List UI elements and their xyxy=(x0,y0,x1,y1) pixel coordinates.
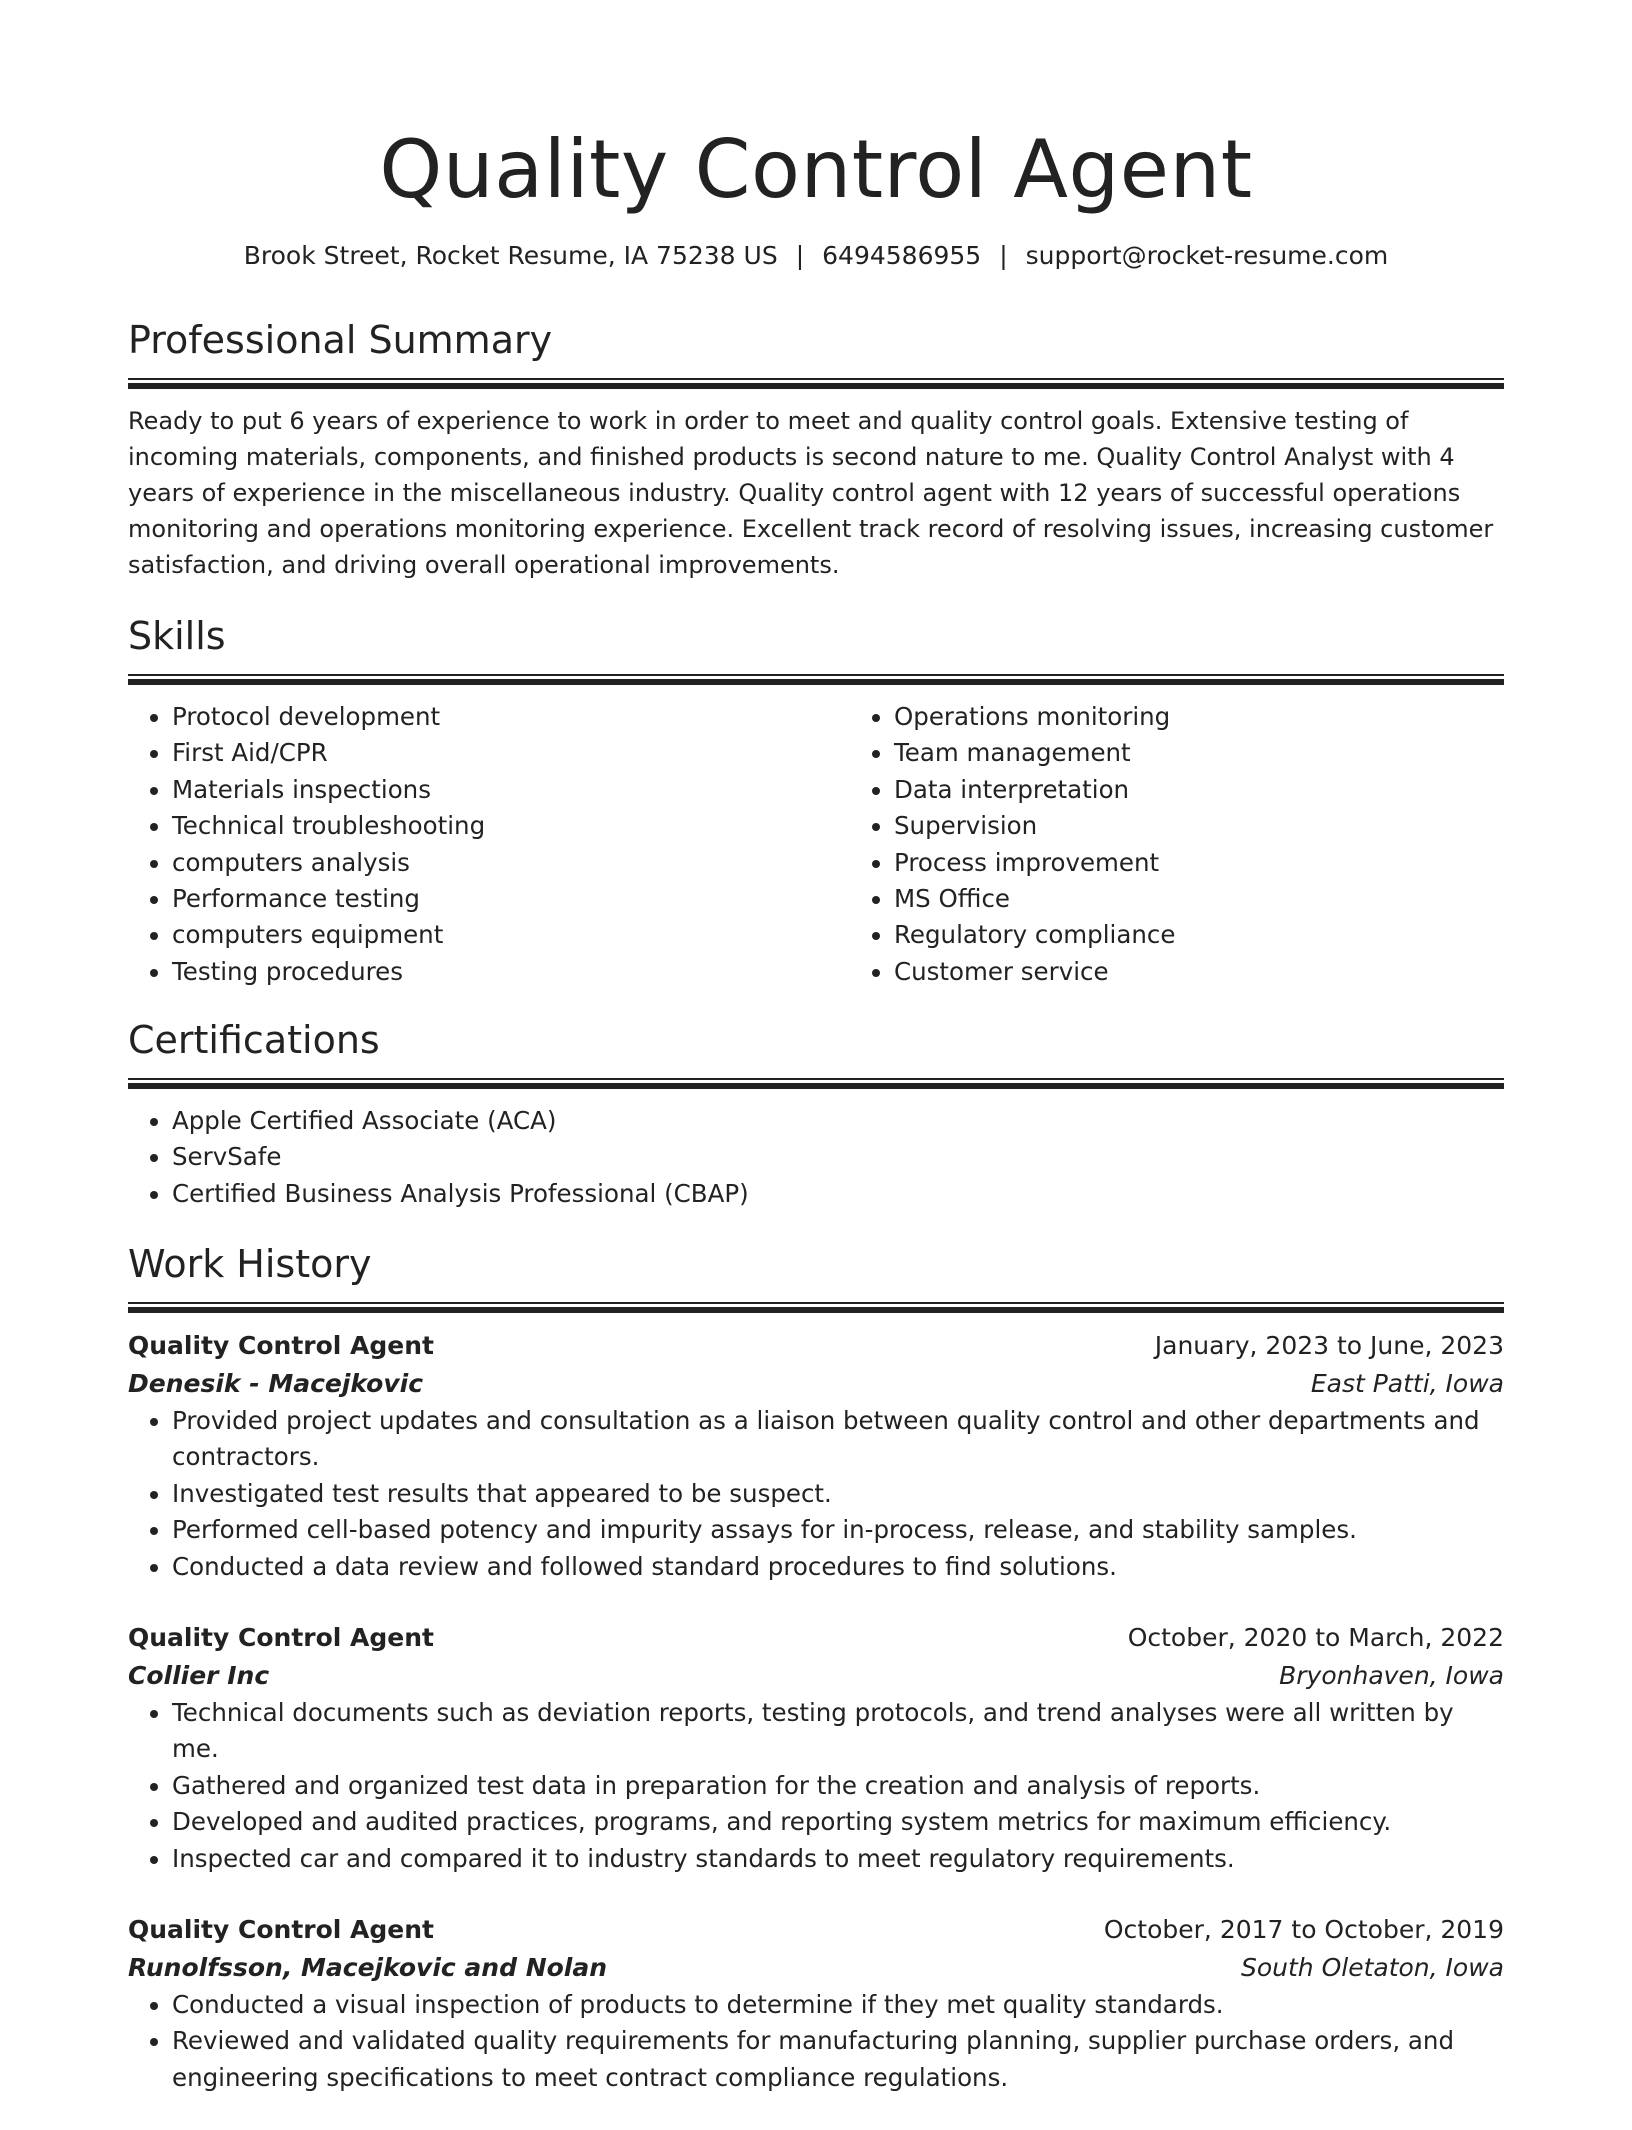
job-bullet: • Inspected car and compared it to industry standards to meet regulatory requirements. xyxy=(172,1841,1504,1877)
summary-text: Ready to put 6 years of experience to work in order to meet and quality control goals. Extensive testing of incoming materials, components, and finished products is second nature to me. Quality Control Analyst with 4 years of experience in the miscellaneous industry. Quality control agent with 12 years of successful operations monitoring and operations monitoring experience. Excellent track record of resolving issues, increasing customer satisfaction, and driving overall operational improvements. xyxy=(128,407,1494,579)
certification-item: • Apple Certified Associate (ACA) xyxy=(172,1103,1504,1139)
section-divider xyxy=(128,674,1504,685)
certifications-section xyxy=(128,1016,1504,1212)
resume-page xyxy=(128,0,1504,2092)
certification-item: • ServSafe xyxy=(172,1139,1504,1175)
contact-separator: | xyxy=(795,241,805,270)
job-entry xyxy=(128,1911,1504,2096)
job-location: South Oletaton, Iowa xyxy=(1240,1953,1504,1983)
skills-list-left xyxy=(128,699,850,990)
job-bullet: • Investigated test results that appeared to be suspect. xyxy=(172,1476,1504,1512)
job-location: East Patti, Iowa xyxy=(1310,1369,1504,1398)
job-bullet: • Conducted a data review and followed standard procedures to find solutions. xyxy=(172,1549,1504,1585)
skill-item: • computers equipment xyxy=(172,917,850,953)
job-subheader xyxy=(128,1365,1504,1403)
skill-item: • Operations monitoring xyxy=(894,699,1572,735)
skill-item: • Supervision xyxy=(894,808,1572,844)
job-dates: October, 2017 to October, 2019 xyxy=(1103,1915,1504,1945)
job-company: Denesik - Macejkovic xyxy=(128,1369,424,1398)
skill-item: • Team management xyxy=(894,735,1572,771)
job-bullet: • Performed cell-based potency and impurity assays for in-process, release, and stability samples. xyxy=(172,1512,1504,1548)
skills-section xyxy=(128,612,1504,990)
job-dates: January, 2023 to June, 2023 xyxy=(1154,1331,1504,1360)
job-entry xyxy=(128,1619,1504,1877)
skill-item: • Performance testing xyxy=(172,881,850,917)
section-divider xyxy=(128,1078,1504,1089)
section-title: Skills xyxy=(128,614,226,658)
skill-item: • Testing procedures xyxy=(172,954,850,990)
job-bullet: • Developed and audited practices, programs, and reporting system metrics for maximum efficiency. xyxy=(172,1804,1504,1840)
job-header xyxy=(128,1619,1504,1657)
contact-email: support@rocket-resume.com xyxy=(1025,241,1389,270)
skills-grid xyxy=(128,699,1504,990)
section-divider xyxy=(128,378,1504,389)
skill-item: • Technical troubleshooting xyxy=(172,808,850,844)
job-bullet: • Reviewed and validated quality requirements for manufacturing planning, supplier purchase orders, and engineering specifications to meet contract compliance regulations. xyxy=(172,2023,1504,2096)
job-company: Collier Inc xyxy=(128,1661,270,1691)
job-title: Quality Control Agent xyxy=(128,1915,435,1945)
job-header xyxy=(128,1327,1504,1365)
job-entry xyxy=(128,1327,1504,1585)
skills-list-right xyxy=(850,699,1572,990)
resume-name: Quality Control Agent xyxy=(379,123,1253,216)
skill-item: • Materials inspections xyxy=(172,772,850,808)
skill-item: • MS Office xyxy=(894,881,1572,917)
job-bullet: • Gathered and organized test data in preparation for the creation and analysis of reports. xyxy=(172,1768,1504,1804)
job-subheader xyxy=(128,1657,1504,1695)
job-bullet: • Conducted a visual inspection of products to determine if they met quality standards. xyxy=(172,1987,1504,2023)
skill-item: • Process improvement xyxy=(894,845,1572,881)
section-title: Professional Summary xyxy=(128,318,553,362)
section-title: Work History xyxy=(128,1242,372,1286)
work-history-section xyxy=(128,1240,1504,2130)
job-subheader xyxy=(128,1949,1504,1987)
skill-item: • Customer service xyxy=(894,954,1572,990)
section-divider xyxy=(128,1302,1504,1313)
contact-separator: | xyxy=(999,241,1008,270)
job-location: Bryonhaven, Iowa xyxy=(1279,1661,1504,1691)
job-header xyxy=(128,1911,1504,1949)
contact-address: Brook Street, Rocket Resume, IA 75238 US xyxy=(243,241,778,270)
section-title: Certifications xyxy=(128,1018,380,1062)
job-title: Quality Control Agent xyxy=(128,1331,435,1360)
job-bullet: • Technical documents such as deviation reports, testing protocols, and trend analyses were all written by me. xyxy=(172,1695,1504,1768)
certifications-list xyxy=(128,1103,1504,1212)
job-bullets xyxy=(128,1987,1504,2096)
certification-item: • Certified Business Analysis Professional (CBAP) xyxy=(172,1176,1504,1212)
job-bullet: • Provided project updates and consultation as a liaison between quality control and other departments and contractors. xyxy=(172,1403,1504,1476)
job-dates: October, 2020 to March, 2022 xyxy=(1127,1623,1504,1653)
skill-item: • Regulatory compliance xyxy=(894,917,1572,953)
skill-item: • Protocol development xyxy=(172,699,850,735)
skill-item: • First Aid/CPR xyxy=(172,735,850,771)
contact-line xyxy=(128,238,1504,274)
professional-summary-section xyxy=(128,316,1504,583)
job-bullets xyxy=(128,1695,1504,1877)
job-company: Runolfsson, Macejkovic and Nolan xyxy=(128,1953,608,1983)
job-bullets xyxy=(128,1403,1504,1585)
contact-phone: 6494586955 xyxy=(822,241,982,270)
skill-item: • computers analysis xyxy=(172,845,850,881)
job-title: Quality Control Agent xyxy=(128,1623,435,1653)
skill-item: • Data interpretation xyxy=(894,772,1572,808)
